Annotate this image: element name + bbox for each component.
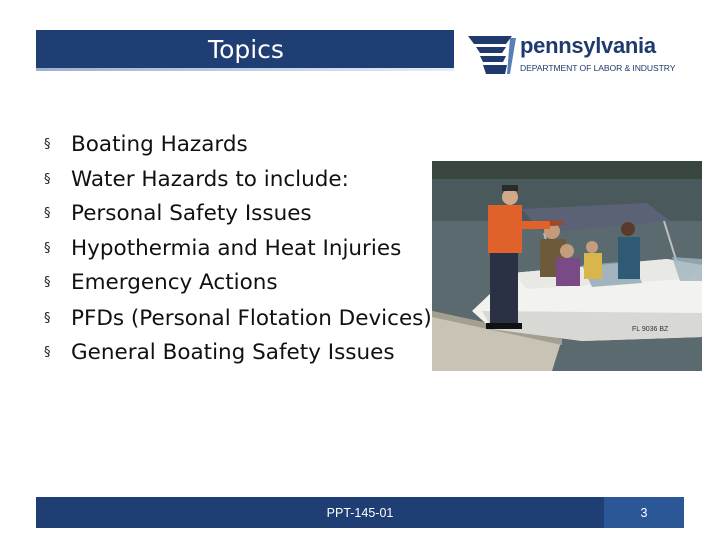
bullet-marker: §: [44, 344, 51, 360]
slide-title: Topics: [208, 35, 284, 64]
bullet-marker: §: [44, 206, 51, 221]
list-item: [44, 128, 444, 163]
page-number-box: [604, 497, 684, 528]
bullet-text: Emergency Actions: [71, 270, 278, 295]
topics-list: [44, 128, 444, 370]
title-bar: [36, 30, 454, 71]
bullet-text: Boating Hazards: [71, 132, 248, 157]
list-item: [44, 232, 444, 267]
svg-text:FL 9036 BZ: FL 9036 BZ: [632, 326, 669, 333]
list-item: [44, 301, 444, 336]
list-item: [44, 336, 444, 371]
list-item: [44, 163, 444, 198]
list-item: [44, 266, 444, 301]
keystone-icon: [466, 32, 518, 78]
bullet-marker: §: [44, 240, 51, 256]
bullet-text: Personal Safety Issues: [71, 201, 312, 226]
bullet-text: PFDs (Personal Flotation Devices): [71, 305, 432, 331]
title-underline: [36, 68, 454, 71]
page-number: 3: [640, 506, 648, 520]
footer-code: PPT-145-01: [326, 506, 394, 520]
bullet-text: Water Hazards to include:: [71, 166, 349, 192]
list-item: [44, 197, 444, 232]
footer-bar: [36, 497, 684, 528]
pa-logo: [466, 30, 706, 80]
bullet-marker: §: [44, 171, 51, 187]
bullet-text: General Boating Safety Issues: [71, 339, 395, 365]
bullet-text: Hypothermia and Heat Injuries: [71, 235, 402, 261]
bullet-marker: §: [44, 310, 51, 326]
boating-photo: [432, 161, 702, 371]
logo-wordmark: pennsylvania: [520, 33, 656, 58]
bullet-marker: §: [44, 137, 51, 152]
bullet-marker: §: [44, 275, 51, 290]
logo-subtitle: DEPARTMENT OF LABOR & INDUSTRY: [520, 63, 676, 73]
